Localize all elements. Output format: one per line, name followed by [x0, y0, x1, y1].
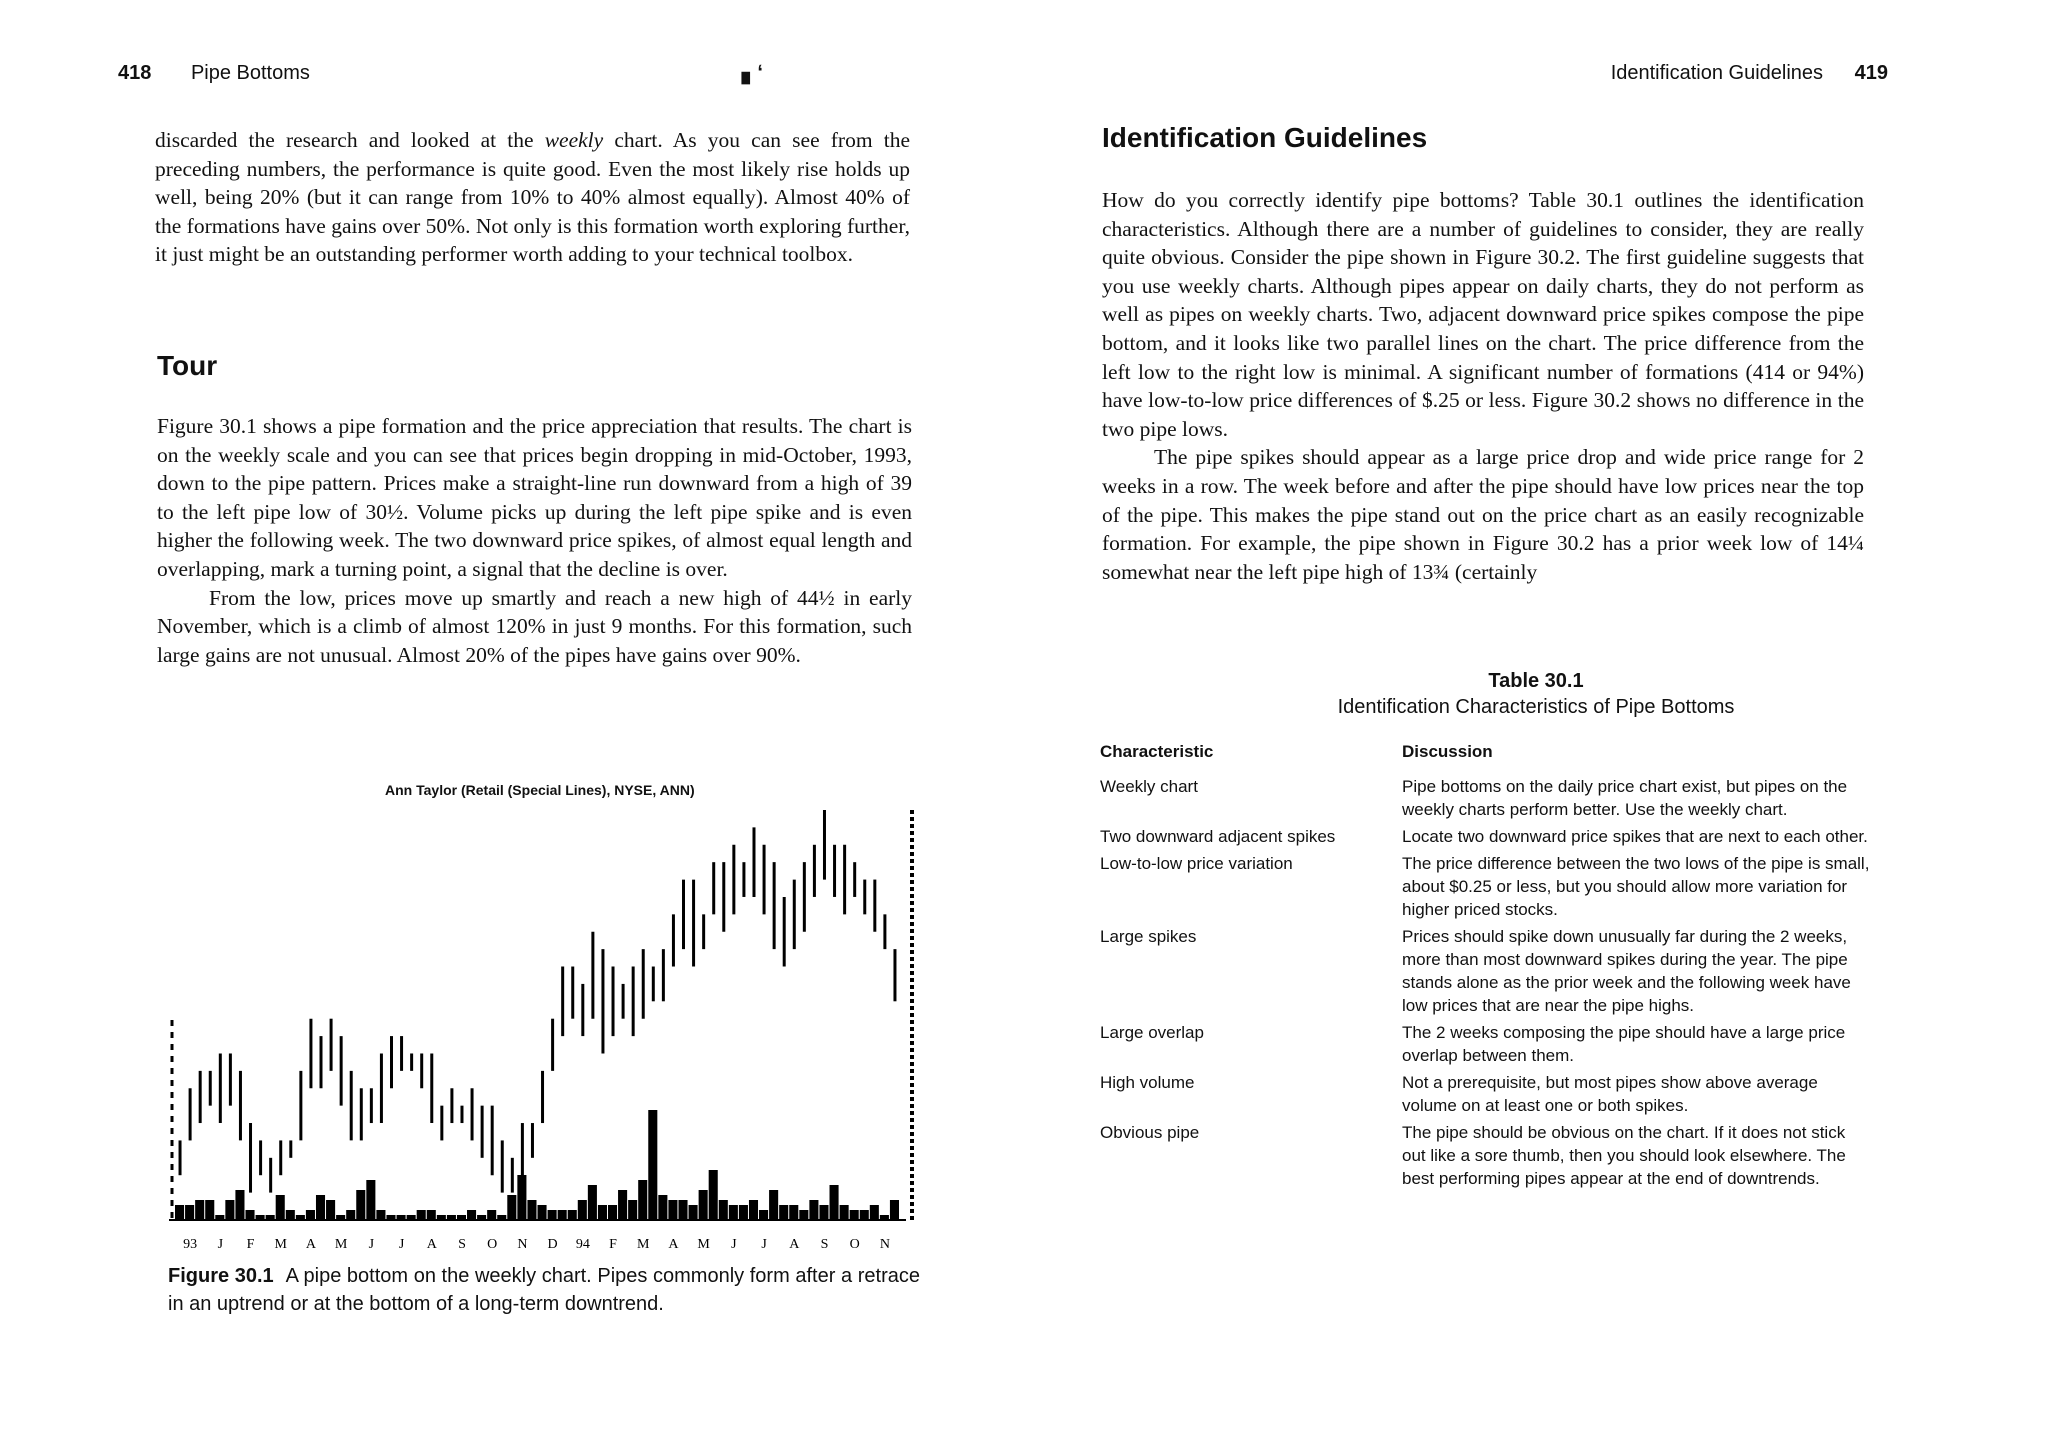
- volume-bar: [799, 1210, 808, 1220]
- row-characteristic: Weekly chart: [1100, 777, 1198, 796]
- x-tick-label: O: [849, 1237, 860, 1252]
- x-tick-label: F: [246, 1237, 255, 1252]
- row-characteristic: Two downward adjacent spikes: [1100, 827, 1336, 846]
- left-running-head: [118, 62, 310, 85]
- guidelines-text: [1102, 186, 1864, 586]
- x-tick-label: A: [426, 1237, 437, 1252]
- volume-bar: [477, 1215, 486, 1220]
- x-tick-label: M: [697, 1237, 710, 1252]
- volume-bar: [618, 1190, 627, 1220]
- tour-paragraph-2: From the low, prices move up smartly and reach a new high of 44½ in early November, which is a climb of almost 120% in just 9 months. For this formation, such large gains are not unusual. Almost 20% of the pipes have gains over 90%.: [157, 585, 912, 667]
- x-tick-label: A: [789, 1237, 800, 1252]
- table-row: [1100, 825, 1870, 852]
- x-tick-label: 94: [575, 1237, 590, 1252]
- x-tick-label: M: [274, 1237, 287, 1252]
- tour-heading: Tour: [157, 350, 218, 381]
- left-page-number: 418: [118, 62, 152, 84]
- figure-caption: [168, 1262, 920, 1318]
- volume-bar: [457, 1215, 466, 1220]
- volume-bar: [215, 1215, 224, 1220]
- row-characteristic: Large spikes: [1100, 927, 1197, 946]
- volume-bar: [598, 1205, 607, 1220]
- x-tick-label: S: [458, 1237, 466, 1252]
- volume-bar: [306, 1210, 315, 1220]
- price-chart: [160, 800, 930, 1260]
- row-discussion: Not a prerequisite, but most pipes show above average volume on at least one or both spikes.: [1402, 1073, 1818, 1115]
- tour-paragraph-1: Figure 30.1 shows a pipe formation and the price appreciation that results. The chart is on the weekly scale and you can see that prices begin dropping in mid-October, 1993, down to the pipe pattern. Prices make a straight-line run downward from a high of 39 to the left pipe low of 30½. Volume picks up during the left pipe spike and is even higher the following week. The two downward price spikes, of almost equal length and overlapping, mark a turning point, a signal that the decline is over.: [157, 414, 912, 581]
- volume-bar: [437, 1215, 446, 1220]
- intro-part2: chart. As you can see from the preceding numbers, the performance is quite good. Even the most likely rise holds up well, being 20% (but it can range from 10% to 40% almost equally). Almost 40% of the formations have gains over 50%. Not only is this formation worth exploring further, it just might be an outstanding performer worth adding to your technical toolbox.: [155, 128, 910, 267]
- volume-bar: [427, 1210, 436, 1220]
- row-discussion: The price difference between the two lows of the pipe is small, about $0.25 or less, but you should allow more variation for higher priced stocks.: [1402, 854, 1870, 919]
- table-row: [1100, 1071, 1870, 1121]
- guidelines-paragraph-2: The pipe spikes should appear as a large price drop and wide price range for 2 weeks in a row. The week before and after the pipe should have low prices near the top of the pipe. This makes the pipe stand out on the price chart as an easily recognizable formation. For example, the pipe shown in Figure 30.2 has a prior week low of 14¼ somewhat near the left pipe high of 13¾ (certainly: [1102, 445, 1864, 584]
- volume-bar: [608, 1205, 617, 1220]
- row-discussion: The 2 weeks composing the pipe should have a large price overlap between them.: [1402, 1023, 1846, 1065]
- right-page-number: 419: [1854, 62, 1888, 84]
- x-tick-label: O: [487, 1237, 498, 1252]
- volume-bar: [809, 1200, 818, 1220]
- volume-bar: [386, 1215, 395, 1220]
- volume-bar: [638, 1180, 647, 1220]
- x-tick-label: J: [731, 1237, 737, 1252]
- row-discussion: Prices should spike down unusually far during the 2 weeks, more than most downward spikes during the year. The pipe stands alone as the prior week and the following week have low prices that are near the pipe highs.: [1402, 927, 1851, 1015]
- table-subtitle: Identification Characteristics of Pipe Bottoms: [1337, 696, 1735, 718]
- volume-bar: [276, 1195, 285, 1220]
- row-characteristic: Obvious pipe: [1100, 1123, 1200, 1142]
- figure-caption-label: Figure 30.1: [168, 1265, 274, 1287]
- volume-bar: [729, 1205, 738, 1220]
- volume-bar: [527, 1200, 536, 1220]
- x-tick-label: A: [305, 1237, 316, 1252]
- printer-mark: ▖ʻ: [742, 62, 763, 84]
- volume-bar: [346, 1210, 355, 1220]
- volume-bar: [225, 1200, 234, 1220]
- volume-bar: [336, 1215, 345, 1220]
- volume-bar: [235, 1190, 244, 1220]
- x-tick-label: J: [217, 1237, 224, 1252]
- volume-bar: [568, 1210, 577, 1220]
- volume-bar: [185, 1205, 194, 1220]
- volume-bar: [447, 1215, 456, 1220]
- identification-table: [1100, 740, 1870, 1194]
- intro-part1: discarded the research and looked at the: [155, 128, 545, 152]
- row-characteristic: Low-to-low price variation: [1100, 854, 1293, 873]
- volume-bar: [266, 1215, 275, 1220]
- volume-bar: [779, 1205, 788, 1220]
- x-tick-label: D: [547, 1237, 558, 1252]
- volume-bar: [880, 1215, 889, 1220]
- right-running-title: Identification Guidelines: [1610, 62, 1824, 84]
- intro-paragraph: [155, 126, 910, 269]
- volume-bar: [417, 1210, 426, 1220]
- volume-bar: [719, 1200, 728, 1220]
- table-row: [1100, 1121, 1870, 1194]
- guidelines-paragraph-1: How do you correctly identify pipe bottoms? Table 30.1 outlines the identification characteristics. Although there are a number of guidelines to consider, they are really quite obvious. Consider the pipe shown in Figure 30.2. The first guideline suggests that you use weekly charts. Although pipes appear on daily charts, they do not perform as well as pipes on weekly charts. Two, adjacent downward price spikes compose the pipe bottom, and it looks like two parallel lines on the chart. The price difference from the left low to the right low is minimal. A significant number of formations (414 or 94%) have low-to-low price differences of $.25 or less. Figure 30.2 shows no difference in the two pipe lows.: [1102, 188, 1864, 441]
- volume-bar: [850, 1210, 859, 1220]
- table-title: Table 30.1: [1488, 670, 1584, 692]
- volume-bar: [709, 1170, 718, 1220]
- volume-bar: [316, 1195, 325, 1220]
- volume-bar: [840, 1205, 849, 1220]
- table-header-row: [1100, 740, 1870, 775]
- table-row: [1100, 775, 1870, 825]
- volume-bar: [678, 1200, 687, 1220]
- volume-bar: [175, 1205, 184, 1220]
- volume-bar: [578, 1200, 587, 1220]
- volume-bar: [739, 1205, 748, 1220]
- table-row: [1100, 1021, 1870, 1071]
- x-tick-label: J: [761, 1237, 767, 1252]
- row-discussion: Pipe bottoms on the daily price chart exist, but pipes on the weekly charts perform better. Use the weekly chart.: [1402, 777, 1848, 819]
- volume-bar: [296, 1215, 305, 1220]
- volume-bar: [870, 1205, 879, 1220]
- volume-bar: [699, 1190, 708, 1220]
- header-discussion: Discussion: [1402, 742, 1493, 761]
- volume-bar: [830, 1185, 839, 1220]
- chart-title: Ann Taylor (Retail (Special Lines), NYSE, ANN): [385, 782, 695, 798]
- volume-bar: [548, 1210, 557, 1220]
- row-discussion: The pipe should be obvious on the chart. If it does not stick out like a sore thumb, then you should look elsewhere. The best performing pipes appear at the end of downtrends.: [1402, 1123, 1846, 1188]
- volume-bar: [407, 1215, 416, 1220]
- x-tick-label: J: [368, 1237, 375, 1252]
- volume-bar: [658, 1195, 667, 1220]
- volume-bar: [588, 1185, 597, 1220]
- header-characteristic: Characteristic: [1100, 742, 1214, 761]
- row-discussion: Locate two downward price spikes that are next to each other.: [1402, 827, 1868, 846]
- volume-bar: [749, 1200, 758, 1220]
- volume-bar: [487, 1210, 496, 1220]
- figure-caption-text: A pipe bottom on the weekly chart. Pipes commonly form after a retrace in an uptrend or at the bottom of a long-term downtrend.: [168, 1265, 920, 1315]
- volume-bar: [205, 1200, 214, 1220]
- x-tick-label: S: [820, 1237, 829, 1252]
- volume-bar: [467, 1210, 476, 1220]
- intro-italic: weekly: [544, 128, 604, 152]
- tour-text: [157, 412, 912, 669]
- volume-bar: [769, 1190, 778, 1220]
- table-row: [1100, 925, 1870, 1021]
- row-characteristic: High volume: [1100, 1073, 1195, 1092]
- volume-bar: [286, 1210, 295, 1220]
- left-running-title: Pipe Bottoms: [190, 62, 310, 84]
- x-tick-label: J: [398, 1237, 405, 1252]
- row-characteristic: Large overlap: [1100, 1023, 1204, 1042]
- right-page: [1024, 0, 2048, 1450]
- volume-bar: [366, 1180, 375, 1220]
- volume-bar: [397, 1215, 406, 1220]
- volume-bar: [860, 1210, 869, 1220]
- volume-bar: [497, 1215, 506, 1220]
- volume-bar: [195, 1200, 204, 1220]
- volume-bar: [517, 1175, 526, 1220]
- volume-bar: [759, 1210, 768, 1220]
- x-tick-label: M: [334, 1237, 348, 1252]
- x-tick-label: 93: [183, 1237, 198, 1252]
- x-tick-label: N: [879, 1237, 890, 1252]
- volume-bar: [376, 1210, 385, 1220]
- right-running-head: [1611, 62, 1888, 85]
- volume-bar: [628, 1200, 637, 1220]
- volume-bar: [326, 1200, 335, 1220]
- volume-bar: [689, 1205, 698, 1220]
- x-tick-label: M: [637, 1237, 650, 1252]
- x-tick-label: F: [609, 1237, 617, 1252]
- volume-bar: [648, 1110, 657, 1220]
- x-tick-label: N: [517, 1237, 528, 1252]
- volume-bar: [256, 1215, 265, 1220]
- volume-bar: [356, 1190, 365, 1220]
- x-tick-label: A: [668, 1237, 679, 1252]
- volume-bar: [538, 1205, 547, 1220]
- volume-bar: [819, 1205, 828, 1220]
- volume-bar: [558, 1210, 567, 1220]
- volume-bar: [245, 1210, 254, 1220]
- volume-bar: [668, 1200, 677, 1220]
- guidelines-heading: Identification Guidelines: [1102, 122, 1428, 153]
- volume-bar: [789, 1205, 798, 1220]
- volume-bar: [890, 1200, 899, 1220]
- table-row: [1100, 852, 1870, 925]
- volume-bar: [507, 1195, 516, 1220]
